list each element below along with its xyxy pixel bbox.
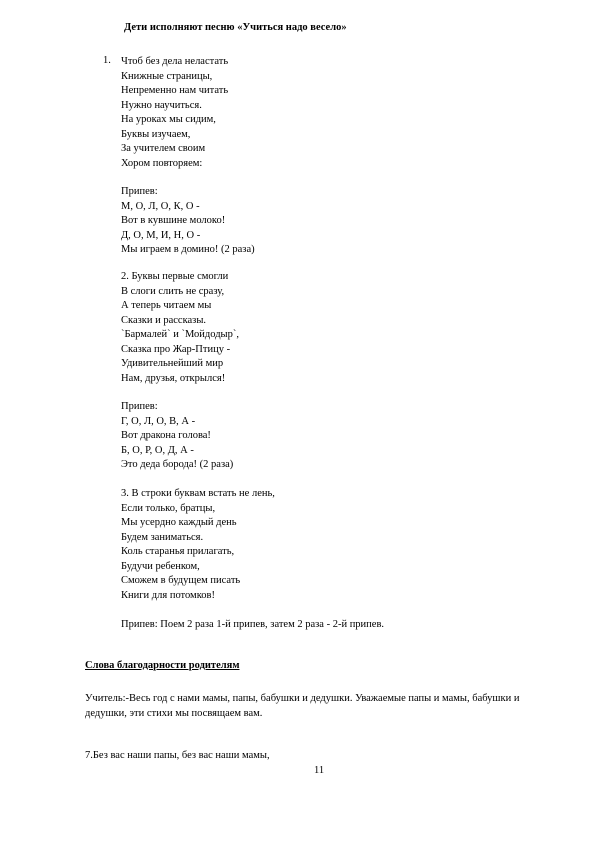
lyric-line: Будем заниматься. — [121, 531, 204, 543]
lyric-line: А теперь читаем мы — [121, 300, 212, 311]
lyric-line: Мы играем в домино! (2 раза) — [121, 244, 255, 255]
lyric-line: Будучи ребенком, — [121, 560, 200, 572]
lyric-line: Если только, братцы, — [121, 502, 216, 514]
lyric-line: 3. В строки буквам встать не лень, — [121, 488, 275, 499]
lyric-line: Припев: — [121, 401, 158, 412]
lyric-line: Сможем в будущем писать — [121, 575, 241, 586]
lyric-line: Хором повторяем: — [121, 157, 203, 169]
lyric-line: Удивительнейший мир — [121, 358, 224, 369]
lyric-line: Сказки и рассказы. — [121, 314, 207, 326]
lyric-line: Коль старанья прилагать, — [121, 546, 235, 557]
lyric-line: На уроках мы сидим, — [121, 114, 216, 125]
lyric-line: Б, О, Р, О, Д, А - — [121, 444, 194, 456]
lyric-line: Мы усердно каждый день — [121, 517, 237, 528]
lyric-line: Д, О, М, И, Н, О - — [121, 229, 201, 241]
lyric-line: Книжные страницы, — [121, 70, 213, 82]
chorus-note: Припев: Поем 2 раза 1-й припев, затем 2 раза - 2-й припев. — [121, 619, 385, 630]
section-heading: Слова благодарности родителям — [85, 660, 240, 671]
lyric-line: Нужно научиться. — [121, 99, 202, 111]
lyric-line: Сказка про Жар-Птицу - — [121, 343, 231, 355]
lyric-line: 2. Буквы первые смогли — [121, 271, 229, 282]
verse-number: 1. — [103, 55, 111, 66]
lyric-line: Г, О, Л, О, В, А - — [121, 415, 196, 427]
lyric-line: Непременно нам читать — [121, 85, 229, 96]
lyric-line: Это деда борода! (2 раза) — [121, 459, 234, 470]
lyric-line: Нам, друзья, открылся! — [121, 372, 226, 384]
lyric-line: М, О, Л, О, К, О - — [121, 200, 200, 212]
lyric-line: Припев: — [121, 186, 158, 197]
verse-7-line: 7.Без вас наши папы, без вас наши мамы, — [85, 750, 270, 761]
lyric-line: За учителем своим — [121, 143, 206, 154]
lyric-line: Книги для потомков! — [121, 589, 215, 601]
lyric-line: `Бармалей` и `Мойдодыр`, — [121, 329, 239, 340]
lyric-line: Буквы изучаем, — [121, 128, 191, 140]
teacher-paragraph: Учитель:-Весь год с нами мамы, папы, бабушки и дедушки. Уважаемые папы и мамы, бабушки и дедушки, эти стихи мы посвящаем вам. — [85, 693, 520, 719]
lyric-line: Вот в кувшине молоко! — [121, 215, 226, 226]
song-title: Дети исполняют песню «Учиться надо весело» — [124, 22, 347, 33]
lyric-line: Вот дракона голова! — [121, 430, 211, 441]
page-number: 11 — [314, 765, 325, 776]
lyric-line: В слоги слить не сразу, — [121, 285, 225, 297]
lyric-line: Чтоб без дела неластать — [121, 56, 229, 67]
